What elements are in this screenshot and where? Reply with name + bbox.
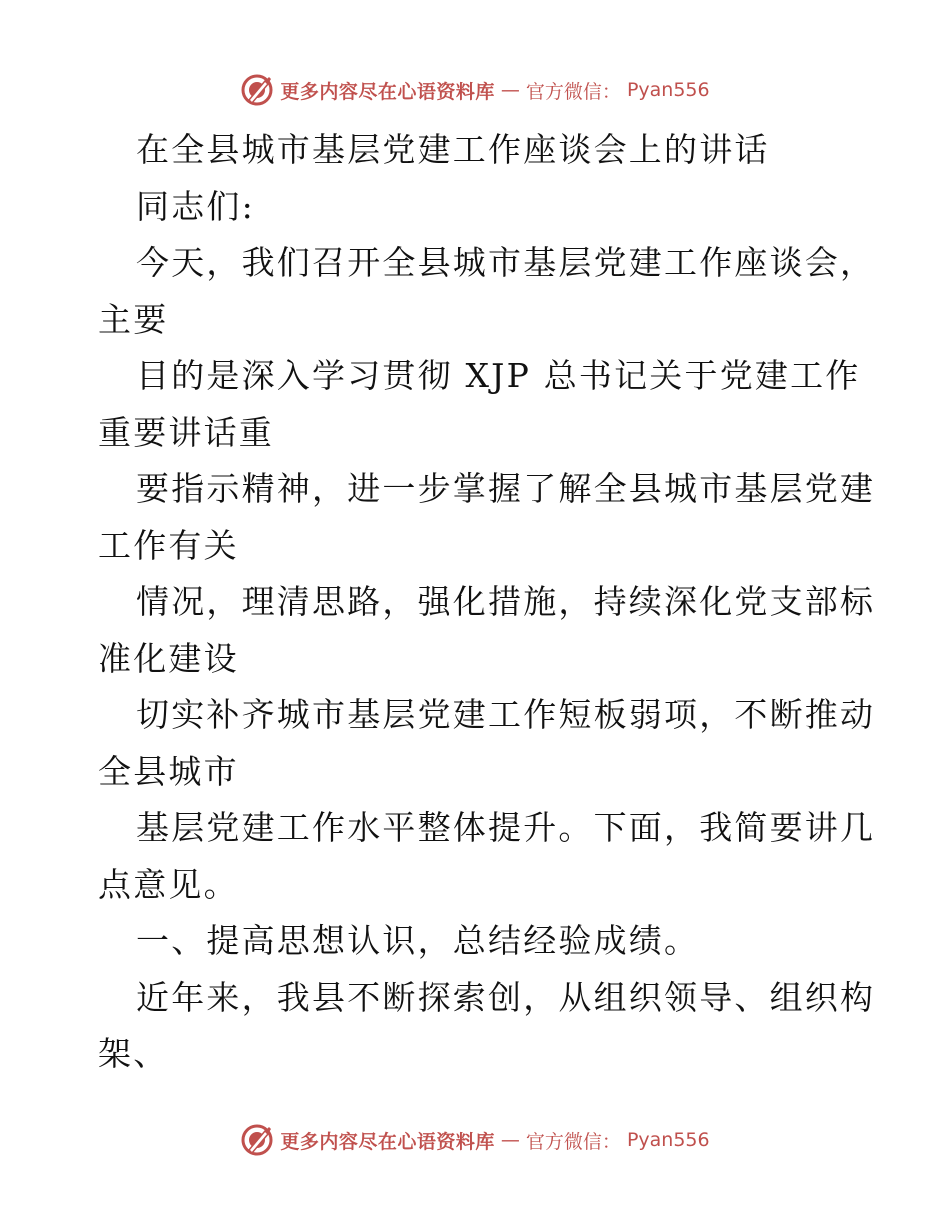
header-watermark: [0, 70, 950, 110]
text-line: 切实补齐城市基层党建工作短板弱项，不断推动: [136, 695, 876, 734]
text-line: 点意见。: [98, 864, 239, 904]
text-line: 架、: [98, 1034, 169, 1073]
watermark-official-label: 官方微信：: [525, 1130, 621, 1153]
watermark-separator: —: [500, 79, 520, 101]
watermark-separator: —: [500, 1129, 520, 1151]
text-line: 近年来，我县不断探索创，从组织领导、组织构: [136, 977, 876, 1017]
text-line: 目的是深入学习贯彻 XJP 总书记关于党建工作: [136, 356, 861, 395]
watermark-official-label: 官方微信：: [525, 80, 621, 103]
pen-circle-logo-icon: [240, 1123, 274, 1157]
document-body: [98, 122, 876, 1083]
watermark-main-text: 更多内容尽在心语资料库: [280, 80, 495, 103]
footer-watermark: [0, 1120, 950, 1160]
text-line: 重要讲话重: [98, 412, 274, 452]
text-line: 要指示精神，进一步掌握了解全县城市基层党建: [136, 469, 876, 508]
section-heading: 一、提高思想认识，总结经验成绩。: [136, 921, 700, 960]
text-line: 全县城市: [98, 751, 239, 791]
text-line: 基层党建工作水平整体提升。下面，我简要讲几: [136, 808, 876, 847]
text-line: 情况，理清思路，强化措施，持续深化党支部标: [136, 582, 876, 621]
salutation: 同志们:: [136, 186, 255, 226]
pen-circle-logo-icon: [240, 73, 274, 107]
document-title: 在全县城市基层党建工作座谈会上的讲话: [136, 130, 770, 169]
text-line: 今天，我们召开全县城市基层党建工作座谈会，: [136, 243, 876, 282]
watermark-wechat-id: Pyan556: [626, 1129, 710, 1151]
text-line: 工作有关: [98, 525, 239, 565]
watermark-main-text: 更多内容尽在心语资料库: [280, 1130, 495, 1153]
watermark-wechat-id: Pyan556: [626, 79, 710, 101]
text-line: 主要: [98, 299, 169, 339]
text-line: 准化建设: [98, 638, 239, 678]
